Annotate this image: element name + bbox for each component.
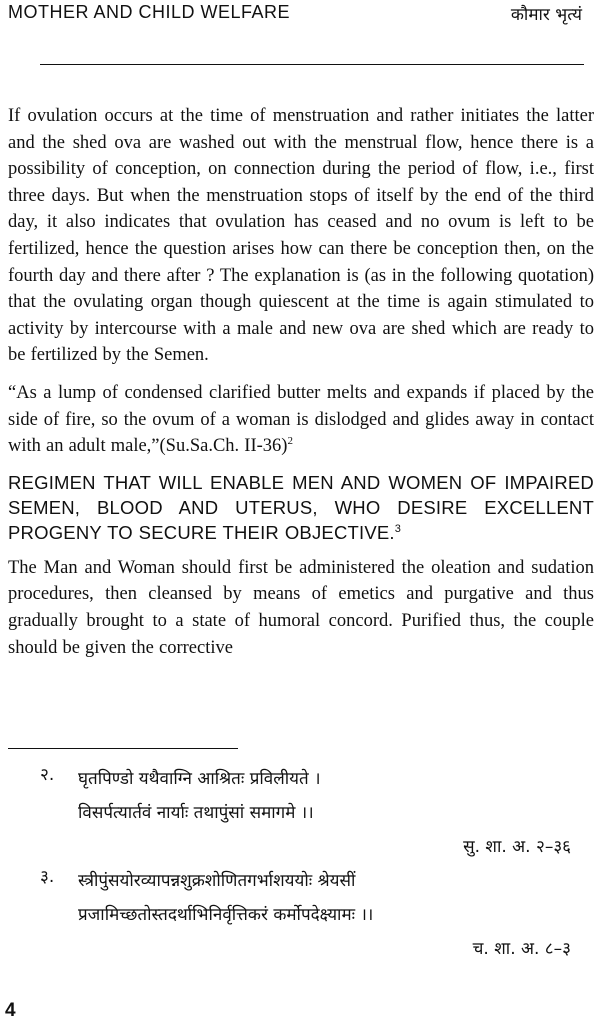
footnote-rule	[8, 748, 238, 749]
footnote-item	[40, 762, 585, 864]
footnote-number: ३.	[40, 867, 55, 887]
paragraph: If ovulation occurs at the time of menstruation and rather initiates the latter and the shed ova are washed out with the menstrual flow, hence there is a possibility of conception, on connection during the period of flow, i.e., first three days. But when the menstruation stops of itself by the end of the third day, it also indicates that ovulation has ceased and no ovum is left to be fertilized, hence the question arises how can there be conception then, on the fourth day and there after ? The explanation is (as in the following quotation) that the ovulating organ though quiescent at the time is again stimulated to activity by intercourse with a male and new ova are shed which are ready to be fertilized by the Semen.	[8, 106, 594, 366]
footnote-verse-line: घृतपिण्डो यथैवाग्नि आश्रितः प्रविलीयते ।	[78, 769, 321, 789]
footnotes	[40, 762, 585, 966]
footnote-number: २.	[40, 765, 55, 785]
section-heading	[8, 470, 594, 545]
running-title: MOTHER AND CHILD WELFARE	[8, 2, 291, 22]
quotation	[8, 380, 594, 460]
quotation-text: “As a lump of condensed clarified butter melts and expands if placed by the side of fire, so the ovum of a woman is dislodged and glides away in contact with an adult male,”(Su.Sa.Ch. II-36)	[8, 382, 594, 457]
header-rule	[40, 64, 584, 65]
running-title-hindi: कौमार भृत्यं	[510, 5, 582, 25]
page-number: 4	[5, 1000, 16, 1021]
body-text	[8, 103, 594, 661]
footnote-ref: 3	[394, 522, 402, 535]
footnote-verse-line: विसर्पत्यार्तवं नार्याः तथापुंसां समागमे ।।	[78, 803, 314, 823]
footnote-verse-line: प्रजामिच्छतोस्तदर्थाभिनिर्वृत्तिकरं कर्मोपदेक्ष्यामः ।।	[78, 905, 374, 925]
section-heading-text: REGIMEN THAT WILL ENABLE MEN AND WOMEN OF IMPAIRED SEMEN, BLOOD AND UTERUS, WHO DESIRE EXCELLENT PROGENY TO SECURE THEIR OBJECTIVE.	[8, 471, 594, 543]
footnote-source: सु. शा. अ. २–३६	[463, 837, 571, 857]
footnote-source: च. शा. अ. ८–३	[472, 939, 571, 959]
footnote-ref: 2	[287, 434, 293, 447]
paragraph: The Man and Woman should first be administered the oleation and sudation procedures, then cleansed by means of emetics and purgative and thus gradually brought to a state of humoral concord. Purified thus, the couple should be given the corrective	[8, 557, 594, 658]
footnote-verse-line: स्त्रीपुंसयोरव्यापन्नशुक्रशोणितगर्भाशययोः श्रेयसीं	[78, 871, 356, 891]
footnote-item	[40, 864, 585, 966]
running-head	[8, 2, 592, 32]
